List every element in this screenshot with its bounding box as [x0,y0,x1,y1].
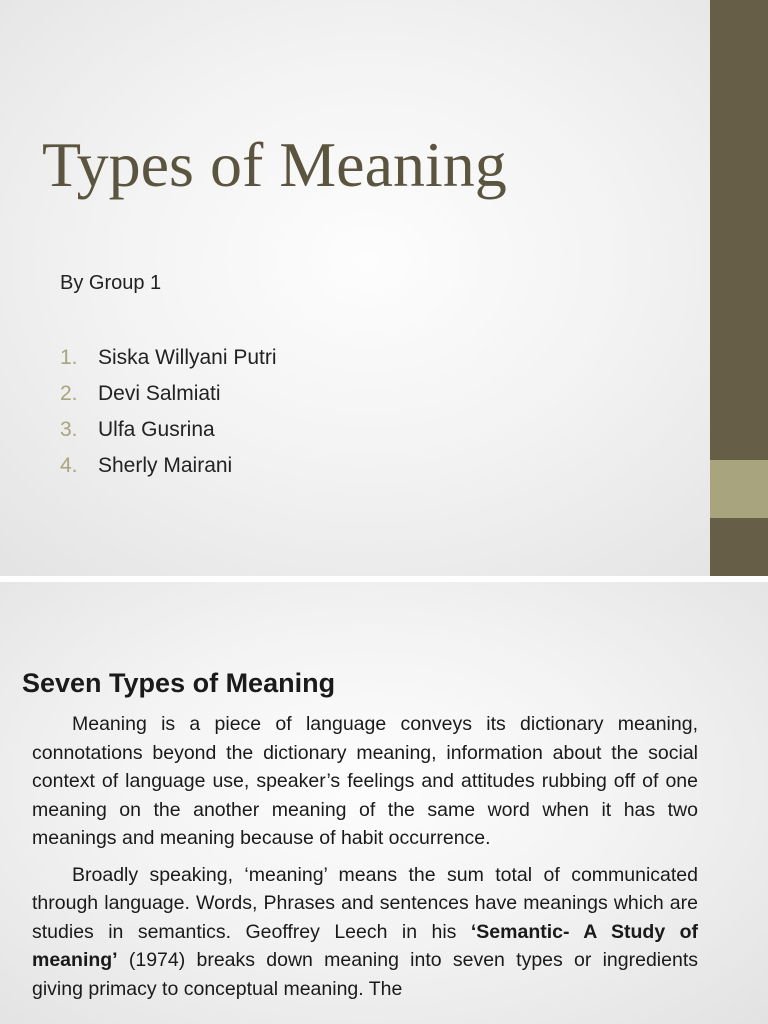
member-name: Sherly Mairani [98,454,233,477]
member-item [60,379,277,415]
section-heading: Seven Types of Meaning [22,668,336,698]
sidebar-accent-block [710,460,768,518]
byline: By Group 1 [60,272,162,294]
paragraph-2-text: Broadly speaking, ‘meaning’ means the sum total of communicated through language. Words, Phrases and sentences have meanings which are studies in semantics. Geoffrey Leech in his [32,863,698,943]
member-name: Siska Willyani Putri [98,346,277,369]
member-list [60,343,277,487]
member-item [60,451,277,487]
paragraph-2-text-cont: (1974) breaks down meaning into seven types or ingredients giving primacy to conceptual meaning. The [32,949,698,1000]
paragraph-1: Meaning is a piece of language conveys its dictionary meaning, connotations beyond the dictionary meaning, information about the social context of language use, speaker’s feelings and attitudes rubbing off of one meaning on the another meaning of the same word when it has two meanings and meaning because of habit occurrence. [32,713,698,849]
member-number: 2. [60,382,78,405]
slide-title: Types of Meaning [42,129,507,200]
member-item [60,415,277,451]
content-slide [0,582,768,1024]
paragraph-2 [32,861,698,1004]
book-title: ‘Semantic- A Study of meaning’ [32,920,699,971]
member-name: Devi Salmiati [98,382,221,405]
member-number: 4. [60,454,78,477]
member-item [60,343,277,379]
member-number: 1. [60,346,78,369]
member-number: 3. [60,418,78,441]
member-name: Ulfa Gusrina [98,418,215,441]
body-text [32,710,698,1011]
